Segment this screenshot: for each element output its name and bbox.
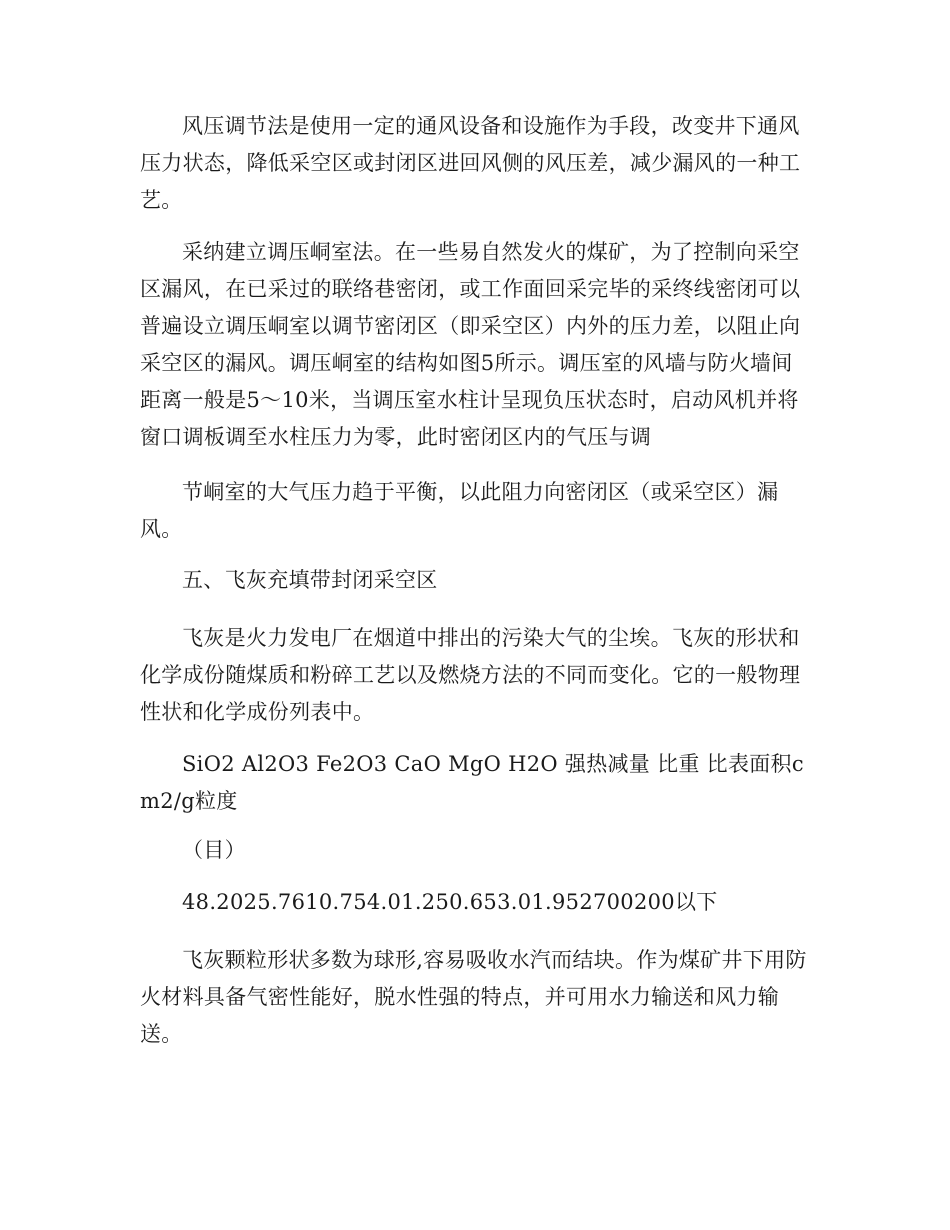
table-header-unit: （目） [182,838,246,862]
paragraph-pressure-balance: 节峒室的大气压力趋于平衡，以此阻力向密闭区（或采空区）漏风。 [140,480,779,541]
paragraph-fly-ash-definition: 飞灰是火力发电厂在烟道中排出的污染大气的尘埃。飞灰的形状和化学成份随煤质和粉碎工艺以及燃烧方法的不同而变化。它的一般物理性状和化学成份列表中。 [140,626,801,724]
paragraph-air-pressure-method: 风压调节法是使用一定的通风设备和设施作为手段，改变井下通风压力状态，降低采空区或封闭区进回风侧的风压差，减少漏风的一种工艺。 [140,114,801,212]
paragraph-pressure-chamber-method: 采纳建立调压峒室法。在一些易自然发火的煤矿，为了控制向采空区漏风，在已采过的联络巷密闭，或工作面回采完毕的采终线密闭可以普遍设立调压峒室以调节密闭区（即采空区）内外的压力差，以阻止向采空区的漏风。调压峒室的结构如图5所示。调压室的风墙与防火墙间距离一般是5～10米，当调压室水柱计呈现负压状态时，启动风机并将窗口调板调至水柱压力为零，此时密闭区内的气压与调 [140,240,801,449]
paragraph-fly-ash-properties: 飞灰颗粒形状多数为球形,容易吸收水汽而结块。作为煤矿井下用防火材料具备气密性能好，脱水性强的特点，并可用水力输送和风力输送。 [140,948,807,1046]
table-values-row: 48.2025.7610.754.01.250.653.01.952700200以下 [182,890,718,914]
table-header-composition: SiO2 Al2O3 Fe2O3 CaO MgO H2O 强热减量 比重 比表面积cm2/g粒度 [140,752,804,813]
section-heading-fly-ash: 五、飞灰充填带封闭采空区 [182,568,438,592]
